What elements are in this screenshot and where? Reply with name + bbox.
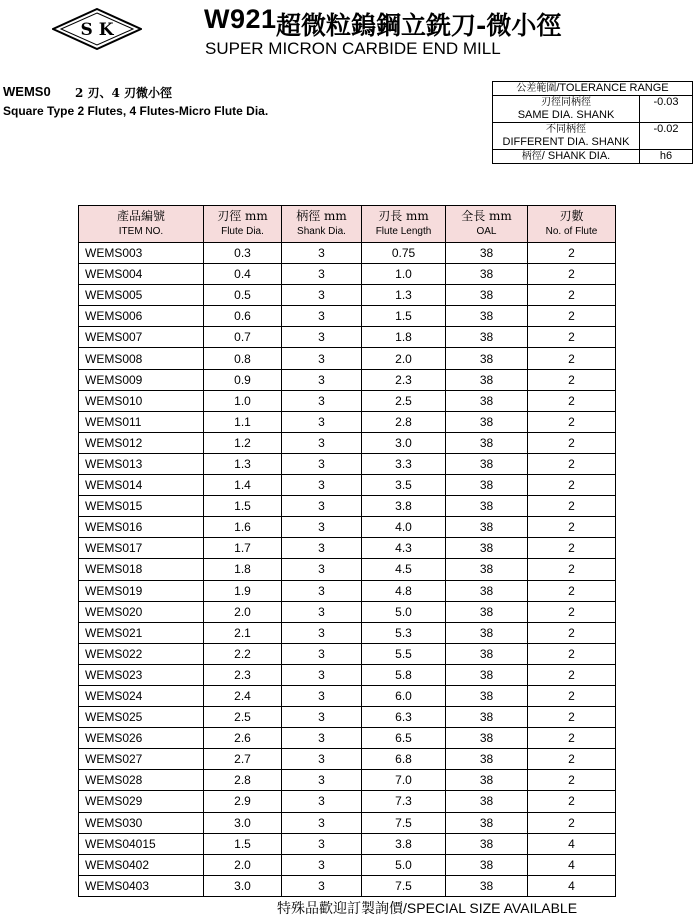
table-row	[79, 728, 616, 749]
flutes-cell: 2	[528, 496, 616, 517]
table-row	[79, 601, 616, 622]
flute-length-cell: 3.5	[362, 475, 446, 496]
oal-cell: 38	[446, 559, 528, 580]
table-row	[79, 538, 616, 559]
table-row	[79, 643, 616, 664]
flute-length-cell: 7.3	[362, 791, 446, 812]
flute-dia-cell: 1.6	[204, 517, 282, 538]
flutes-cell: 2	[528, 664, 616, 685]
oal-cell: 38	[446, 875, 528, 896]
shank-dia-cell: 3	[282, 833, 362, 854]
item-no-cell: WEMS020	[79, 601, 204, 622]
flutes-cell: 2	[528, 348, 616, 369]
shank-dia-cell: 3	[282, 390, 362, 411]
tolerance-label: 柄徑/ SHANK DIA.	[493, 150, 640, 164]
flute-length-cell: 1.5	[362, 306, 446, 327]
oal-cell: 38	[446, 369, 528, 390]
product-table	[78, 205, 616, 897]
item-no-cell: WEMS008	[79, 348, 204, 369]
table-row	[79, 580, 616, 601]
item-no-cell: WEMS003	[79, 243, 204, 264]
oal-cell: 38	[446, 243, 528, 264]
flute-length-cell: 5.0	[362, 854, 446, 875]
shank-dia-cell: 3	[282, 453, 362, 474]
shank-dia-cell: 3	[282, 812, 362, 833]
shank-dia-cell: 3	[282, 369, 362, 390]
flutes-cell: 4	[528, 854, 616, 875]
flute-dia-cell: 2.9	[204, 791, 282, 812]
oal-cell: 38	[446, 432, 528, 453]
shank-dia-cell: 3	[282, 243, 362, 264]
flutes-cell: 2	[528, 264, 616, 285]
table-row	[79, 432, 616, 453]
sk-logo	[52, 8, 142, 50]
table-row	[79, 243, 616, 264]
oal-cell: 38	[446, 411, 528, 432]
flute-dia-cell: 2.5	[204, 707, 282, 728]
shank-dia-cell: 3	[282, 348, 362, 369]
item-no-cell: WEMS023	[79, 664, 204, 685]
item-no-cell: WEMS011	[79, 411, 204, 432]
oal-cell: 38	[446, 580, 528, 601]
flutes-cell: 4	[528, 875, 616, 896]
flute-length-cell: 1.0	[362, 264, 446, 285]
oal-cell: 38	[446, 475, 528, 496]
table-row	[79, 854, 616, 875]
flutes-cell: 2	[528, 707, 616, 728]
item-no-cell: WEMS026	[79, 728, 204, 749]
flute-dia-cell: 0.7	[204, 327, 282, 348]
flute-length-cell: 2.3	[362, 369, 446, 390]
flutes-cell: 2	[528, 390, 616, 411]
shank-dia-cell: 3	[282, 475, 362, 496]
tolerance-label: 不同柄徑 DIFFERENT DIA. SHANK	[493, 123, 640, 150]
logo-text: S K	[80, 20, 114, 40]
shank-dia-cell: 3	[282, 854, 362, 875]
oal-cell: 38	[446, 812, 528, 833]
item-no-cell: WEMS021	[79, 622, 204, 643]
flute-length-cell: 7.5	[362, 875, 446, 896]
item-no-cell: WEMS030	[79, 812, 204, 833]
flute-length-cell: 4.5	[362, 559, 446, 580]
shank-dia-cell: 3	[282, 601, 362, 622]
table-row	[79, 749, 616, 770]
oal-cell: 38	[446, 264, 528, 285]
flutes-cell: 2	[528, 791, 616, 812]
shank-dia-cell: 3	[282, 580, 362, 601]
product-code: W921	[204, 4, 277, 34]
table-row	[79, 369, 616, 390]
flute-dia-cell: 1.0	[204, 390, 282, 411]
shank-dia-cell: 3	[282, 538, 362, 559]
oal-cell: 38	[446, 749, 528, 770]
oal-cell: 38	[446, 854, 528, 875]
oal-cell: 38	[446, 601, 528, 622]
flute-length-cell: 3.8	[362, 833, 446, 854]
tolerance-table	[492, 81, 693, 164]
item-no-cell: WEMS024	[79, 685, 204, 706]
flutes-cell: 2	[528, 285, 616, 306]
flutes-cell: 2	[528, 601, 616, 622]
tolerance-value: -0.02	[640, 123, 693, 150]
oal-cell: 38	[446, 728, 528, 749]
flute-dia-cell: 2.3	[204, 664, 282, 685]
flutes-cell: 2	[528, 517, 616, 538]
flutes-cell: 2	[528, 580, 616, 601]
shank-dia-cell: 3	[282, 432, 362, 453]
flute-dia-cell: 1.8	[204, 559, 282, 580]
flute-dia-cell: 2.1	[204, 622, 282, 643]
flute-dia-cell: 2.0	[204, 601, 282, 622]
oal-cell: 38	[446, 496, 528, 517]
flute-dia-cell: 0.9	[204, 369, 282, 390]
table-row	[79, 707, 616, 728]
flutes-cell: 2	[528, 411, 616, 432]
shank-dia-cell: 3	[282, 411, 362, 432]
item-no-cell: WEMS018	[79, 559, 204, 580]
oal-cell: 38	[446, 664, 528, 685]
shank-dia-cell: 3	[282, 622, 362, 643]
special-size-note: 特殊品歡迎訂製詢價/SPECIAL SIZE AVAILABLE	[277, 900, 578, 917]
table-row	[79, 812, 616, 833]
item-no-cell: WEMS027	[79, 749, 204, 770]
flute-length-cell: 6.8	[362, 749, 446, 770]
table-row	[79, 475, 616, 496]
flute-length-cell: 1.3	[362, 285, 446, 306]
item-no-cell: WEMS019	[79, 580, 204, 601]
tolerance-label: 刃徑同柄徑 SAME DIA. SHANK	[493, 96, 640, 123]
oal-cell: 38	[446, 833, 528, 854]
series-title-cn: 2 刃、4 刃微小徑	[75, 86, 173, 100]
flute-length-cell: 5.3	[362, 622, 446, 643]
series-title-en: Square Type 2 Flutes, 4 Flutes-Micro Flute Dia.	[3, 104, 269, 118]
oal-cell: 38	[446, 791, 528, 812]
table-row	[79, 517, 616, 538]
shank-dia-cell: 3	[282, 875, 362, 896]
col-header-flute-length: 刃長 mm Flute Length	[362, 206, 446, 243]
flute-length-cell: 5.0	[362, 601, 446, 622]
flute-dia-cell: 1.2	[204, 432, 282, 453]
flute-length-cell: 5.5	[362, 643, 446, 664]
table-row	[79, 685, 616, 706]
oal-cell: 38	[446, 643, 528, 664]
flutes-cell: 2	[528, 243, 616, 264]
flute-length-cell: 0.75	[362, 243, 446, 264]
oal-cell: 38	[446, 517, 528, 538]
flutes-cell: 2	[528, 622, 616, 643]
item-no-cell: WEMS013	[79, 453, 204, 474]
table-row	[79, 559, 616, 580]
oal-cell: 38	[446, 707, 528, 728]
item-no-cell: WEMS022	[79, 643, 204, 664]
oal-cell: 38	[446, 622, 528, 643]
flute-length-cell: 4.0	[362, 517, 446, 538]
oal-cell: 38	[446, 327, 528, 348]
item-no-cell: WEMS012	[79, 432, 204, 453]
flute-length-cell: 3.3	[362, 453, 446, 474]
flutes-cell: 4	[528, 833, 616, 854]
item-no-cell: WEMS006	[79, 306, 204, 327]
table-row	[79, 264, 616, 285]
flute-dia-cell: 1.7	[204, 538, 282, 559]
item-no-cell: WEMS009	[79, 369, 204, 390]
col-header-flutes: 刃數 No. of Flute	[528, 206, 616, 243]
flutes-cell: 2	[528, 728, 616, 749]
shank-dia-cell: 3	[282, 327, 362, 348]
item-no-cell: WEMS010	[79, 390, 204, 411]
table-row	[79, 791, 616, 812]
flute-dia-cell: 3.0	[204, 812, 282, 833]
flute-dia-cell: 1.4	[204, 475, 282, 496]
flute-length-cell: 5.8	[362, 664, 446, 685]
tolerance-value: -0.03	[640, 96, 693, 123]
col-header-oal: 全長 mm OAL	[446, 206, 528, 243]
flutes-cell: 2	[528, 770, 616, 791]
table-row	[79, 875, 616, 896]
table-row	[79, 411, 616, 432]
item-no-cell: WEMS004	[79, 264, 204, 285]
oal-cell: 38	[446, 770, 528, 791]
flutes-cell: 2	[528, 306, 616, 327]
shank-dia-cell: 3	[282, 685, 362, 706]
flute-dia-cell: 0.6	[204, 306, 282, 327]
shank-dia-cell: 3	[282, 643, 362, 664]
table-row	[79, 306, 616, 327]
flute-dia-cell: 1.5	[204, 496, 282, 517]
flute-dia-cell: 2.0	[204, 854, 282, 875]
flute-dia-cell: 0.8	[204, 348, 282, 369]
oal-cell: 38	[446, 285, 528, 306]
table-row	[79, 622, 616, 643]
flute-length-cell: 4.8	[362, 580, 446, 601]
flute-length-cell: 2.8	[362, 411, 446, 432]
item-no-cell: WEMS016	[79, 517, 204, 538]
flute-length-cell: 6.3	[362, 707, 446, 728]
flute-length-cell: 6.0	[362, 685, 446, 706]
item-no-cell: WEMS0403	[79, 875, 204, 896]
series-code: WEMS0	[3, 84, 51, 99]
flute-dia-cell: 2.4	[204, 685, 282, 706]
flute-length-cell: 7.5	[362, 812, 446, 833]
shank-dia-cell: 3	[282, 770, 362, 791]
flutes-cell: 2	[528, 327, 616, 348]
item-no-cell: WEMS0402	[79, 854, 204, 875]
product-title-en: SUPER MICRON CARBIDE END MILL	[205, 39, 501, 58]
flute-dia-cell: 1.1	[204, 411, 282, 432]
item-no-cell: WEMS025	[79, 707, 204, 728]
item-no-cell: WEMS014	[79, 475, 204, 496]
flute-dia-cell: 3.0	[204, 875, 282, 896]
flute-dia-cell: 2.6	[204, 728, 282, 749]
flutes-cell: 2	[528, 685, 616, 706]
col-header-flute-dia: 刃徑 mm Flute Dia.	[204, 206, 282, 243]
oal-cell: 38	[446, 348, 528, 369]
item-no-cell: WEMS015	[79, 496, 204, 517]
table-row	[79, 348, 616, 369]
oal-cell: 38	[446, 390, 528, 411]
table-row	[79, 285, 616, 306]
item-no-cell: WEMS005	[79, 285, 204, 306]
item-no-cell: WEMS029	[79, 791, 204, 812]
flute-dia-cell: 0.5	[204, 285, 282, 306]
item-no-cell: WEMS007	[79, 327, 204, 348]
item-no-cell: WEMS017	[79, 538, 204, 559]
flute-length-cell: 6.5	[362, 728, 446, 749]
table-row	[79, 833, 616, 854]
flute-dia-cell: 1.5	[204, 833, 282, 854]
flutes-cell: 2	[528, 812, 616, 833]
flutes-cell: 2	[528, 749, 616, 770]
product-title-cn: 超微粒鎢鋼立銑刀-微小徑	[276, 11, 562, 40]
shank-dia-cell: 3	[282, 707, 362, 728]
col-header-shank-dia: 柄徑 mm Shank Dia.	[282, 206, 362, 243]
tolerance-value: h6	[640, 150, 693, 164]
item-no-cell: WEMS028	[79, 770, 204, 791]
flutes-cell: 2	[528, 453, 616, 474]
flute-dia-cell: 0.3	[204, 243, 282, 264]
flute-length-cell: 2.5	[362, 390, 446, 411]
table-row	[79, 664, 616, 685]
shank-dia-cell: 3	[282, 559, 362, 580]
flutes-cell: 2	[528, 643, 616, 664]
table-row	[79, 453, 616, 474]
oal-cell: 38	[446, 453, 528, 474]
table-header-row	[79, 206, 616, 243]
shank-dia-cell: 3	[282, 728, 362, 749]
flute-length-cell: 7.0	[362, 770, 446, 791]
flute-length-cell: 4.3	[362, 538, 446, 559]
oal-cell: 38	[446, 306, 528, 327]
table-row	[79, 770, 616, 791]
flute-dia-cell: 0.4	[204, 264, 282, 285]
flute-length-cell: 2.0	[362, 348, 446, 369]
flute-dia-cell: 1.9	[204, 580, 282, 601]
flutes-cell: 2	[528, 475, 616, 496]
table-row	[79, 390, 616, 411]
flutes-cell: 2	[528, 432, 616, 453]
shank-dia-cell: 3	[282, 496, 362, 517]
flutes-cell: 2	[528, 559, 616, 580]
oal-cell: 38	[446, 685, 528, 706]
shank-dia-cell: 3	[282, 664, 362, 685]
table-row	[79, 496, 616, 517]
flutes-cell: 2	[528, 538, 616, 559]
flute-dia-cell: 2.8	[204, 770, 282, 791]
shank-dia-cell: 3	[282, 517, 362, 538]
flute-dia-cell: 2.2	[204, 643, 282, 664]
table-row	[79, 327, 616, 348]
flute-dia-cell: 2.7	[204, 749, 282, 770]
flute-dia-cell: 1.3	[204, 453, 282, 474]
shank-dia-cell: 3	[282, 285, 362, 306]
flutes-cell: 2	[528, 369, 616, 390]
table-body	[79, 243, 616, 897]
shank-dia-cell: 3	[282, 264, 362, 285]
flute-length-cell: 3.8	[362, 496, 446, 517]
shank-dia-cell: 3	[282, 791, 362, 812]
flute-length-cell: 3.0	[362, 432, 446, 453]
item-no-cell: WEMS04015	[79, 833, 204, 854]
shank-dia-cell: 3	[282, 749, 362, 770]
flute-length-cell: 1.8	[362, 327, 446, 348]
col-header-item-no: 產品編號 ITEM NO.	[79, 206, 204, 243]
tolerance-title: 公差範圍/TOLERANCE RANGE	[493, 82, 693, 96]
shank-dia-cell: 3	[282, 306, 362, 327]
oal-cell: 38	[446, 538, 528, 559]
